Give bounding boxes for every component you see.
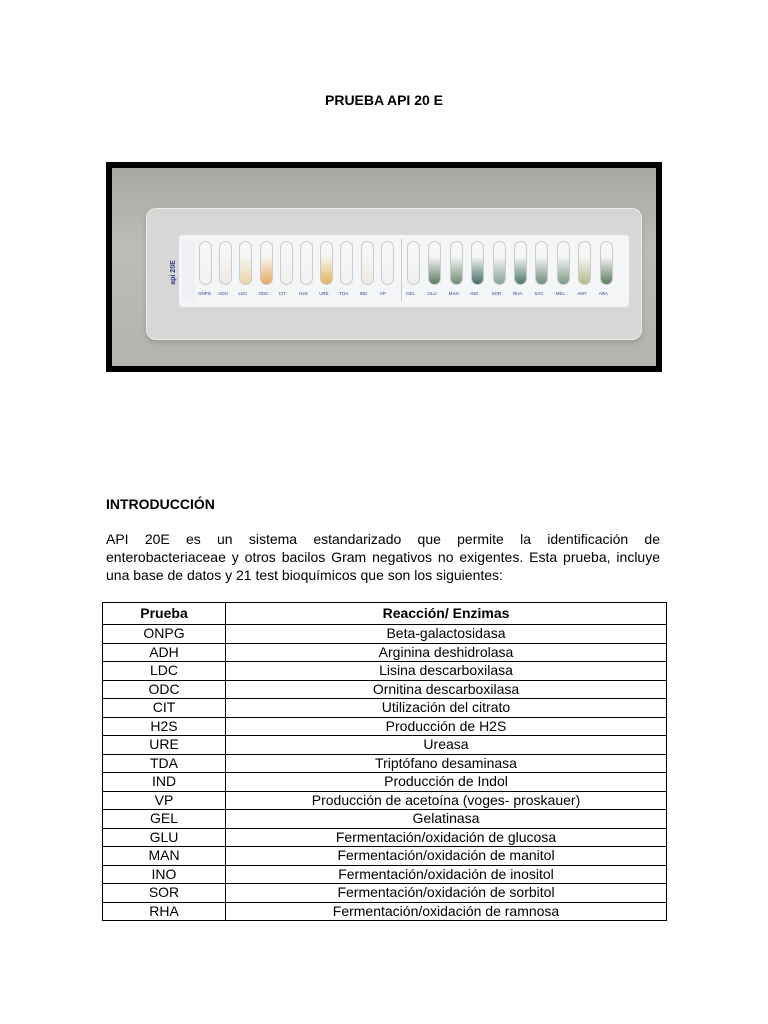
strip-cup [428,241,441,285]
table-row [103,699,667,718]
test-reaction-cell: Fermentación/oxidación de manitol [226,847,667,866]
strip-cup [535,241,548,285]
tests-table [102,602,667,921]
strip-divider [401,239,402,301]
test-code-cell: IND [103,773,226,792]
strip-cup-label: URE [319,291,329,296]
strip-cup-label: VP [379,291,386,296]
strip-cup [300,241,313,285]
test-reaction-cell: Triptófano desaminasa [226,754,667,773]
test-reaction-cell: Fermentación/oxidación de glucosa [226,828,667,847]
strip-cup [361,241,374,285]
strip-logo: api 20E [169,260,177,285]
strip-cup [219,241,232,285]
api-strip [169,234,630,308]
strip-cup [557,241,570,285]
table-row [103,680,667,699]
strip-cup-label: SOR [491,291,502,296]
table-row [103,754,667,773]
test-code-cell: GEL [103,810,226,829]
strip-cup-label: ARA [598,291,608,296]
test-code-cell: GLU [103,828,226,847]
test-code-cell: CIT [103,699,226,718]
strip-cup [493,241,506,285]
strip-cup [199,241,212,285]
test-reaction-cell: Producción de H2S [226,717,667,736]
introduction-paragraph: API 20E es un sistema estandarizado que permite la identificación de enterobacteriaceae y otros bacilos Gram negativos no exigentes. Esta prueba, incluye una base de datos y 21 test bioquímicos que son los siguientes: [106,531,660,583]
strip-cup-label: IND [359,291,368,296]
test-code-cell: INO [103,865,226,884]
table-row [103,773,667,792]
test-reaction-cell: Gelatinasa [226,810,667,829]
strip-cup-label: ONPG [198,291,212,296]
api-strip-photo [106,162,662,372]
test-reaction-cell: Utilización del citrato [226,699,667,718]
test-code-cell: VP [103,791,226,810]
test-reaction-cell: Ornitina descarboxilasa [226,680,667,699]
test-reaction-cell: Ureasa [226,736,667,755]
table-row [103,625,667,644]
test-code-cell: ODC [103,680,226,699]
table-row [103,643,667,662]
strip-cup [320,241,333,285]
introduction-heading: INTRODUCCIÓN [106,496,215,512]
strip-cup [578,241,591,285]
test-reaction-cell: Arginina deshidrolasa [226,643,667,662]
header-reaccion: Reacción/ Enzimas [226,603,667,625]
strip-cup-label: GLU [427,291,437,296]
test-reaction-cell: Producción de acetoína (voges- proskauer) [226,791,667,810]
strip-cup-label: LDC [238,291,248,296]
strip-cup-label: CIT [278,291,287,296]
test-reaction-cell: Fermentación/oxidación de inositol [226,865,667,884]
table-row [103,847,667,866]
test-code-cell: ONPG [103,625,226,644]
test-code-cell: URE [103,736,226,755]
strip-logo-band [169,241,195,301]
strip-cup-label: ODC [258,291,269,296]
table-row [103,736,667,755]
table-row [103,810,667,829]
strip-cup [600,241,613,285]
strip-cup [381,241,394,285]
table-row [103,662,667,681]
strip-cup-label: TDA [339,291,349,296]
test-code-cell: LDC [103,662,226,681]
strip-cup [407,241,420,285]
test-reaction-cell: Producción de Indol [226,773,667,792]
test-code-cell: RHA [103,902,226,921]
strip-cup-label: H2S [299,291,308,296]
header-prueba: Prueba [103,603,226,625]
strip-cup-label: GEL [406,291,416,296]
strip-cup [239,241,252,285]
strip-cup-label: MAN [448,291,459,296]
strip-cup [471,241,484,285]
strip-cup-label: RHA [513,291,523,296]
strip-cup-label: ADH [218,291,228,296]
strip-cup [450,241,463,285]
table-header-row [103,603,667,625]
strip-cup [260,241,273,285]
test-reaction-cell: Fermentación/oxidación de sorbitol [226,884,667,903]
test-reaction-cell: Fermentación/oxidación de ramnosa [226,902,667,921]
table-row [103,717,667,736]
test-code-cell: TDA [103,754,226,773]
table-row [103,791,667,810]
strip-cup-label: AMY [577,291,587,296]
strip-cup-label: MEL [555,291,566,296]
table-row [103,884,667,903]
test-code-cell: H2S [103,717,226,736]
photo-background [112,168,656,366]
test-reaction-cell: Beta-galactosidasa [226,625,667,644]
strip-cup [280,241,293,285]
table-row [103,828,667,847]
table-body [103,625,667,921]
test-code-cell: MAN [103,847,226,866]
page-title: PRUEBA API 20 E [325,92,443,108]
strip-cup [514,241,527,285]
strip-cup-label: INO [470,291,479,296]
test-code-cell: SOR [103,884,226,903]
test-code-cell: ADH [103,643,226,662]
test-reaction-cell: Lisina descarboxilasa [226,662,667,681]
strip-cup [340,241,353,285]
table-row [103,865,667,884]
strip-cup-label: SAC [534,291,544,296]
table-row [103,902,667,921]
